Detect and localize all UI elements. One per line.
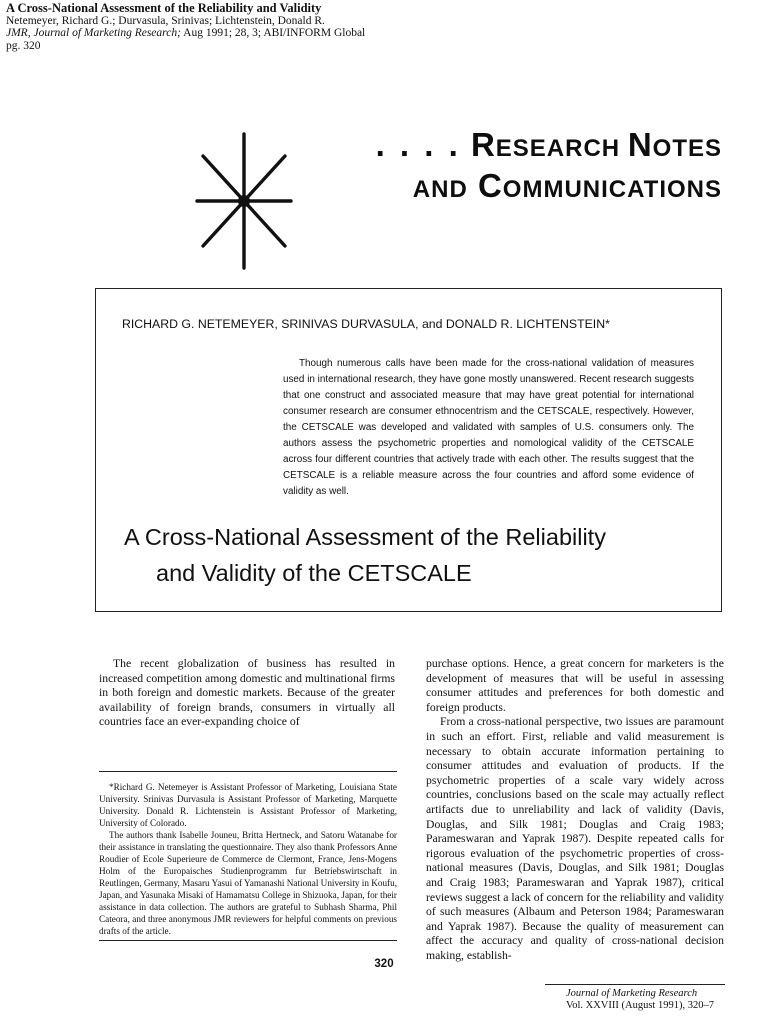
header-and: AND <box>412 176 468 203</box>
citation-journal: JMR, Journal of Marketing Research; <box>6 27 181 39</box>
citation-title: A Cross-National Assessment of the Reliability and Validity <box>6 1 322 15</box>
footnote-rule-top <box>99 771 397 772</box>
header-r: R <box>470 126 496 163</box>
article-title-line1: A Cross-National Assessment of the Reliability <box>124 524 606 550</box>
body-column-left <box>99 657 395 730</box>
body-paragraph: The recent globalization of business has resulted in increased competition among domestic and multinational firms in both foreign and domestic markets. Because of the greater availability of foreign brands, consumers in virtually all countries face an ever-expanding choice of <box>99 657 395 729</box>
journal-footer <box>566 988 714 1012</box>
body-paragraph: From a cross-national perspective, two issues are paramount in such an effort. First, reliable and valid measurement is necessary to obtain accurate information pertaining to consumer attitudes and evaluation of products. If the psychometric properties of a scale vary widely across countries, conclusions based on the scale may actually reflect artifacts due to unreliability and lack of validity (Davis, Douglas, and Silk 1981; Douglas and Craig 1983; Parameswaran and Yaprak 1987). Despite repeated calls for rigorous evaluation of the psychometric properties of cross-national measures (Davis, Douglas, and Silk 1981; Douglas and Craig 1983; Parameswaran and Yaprak 1987), critical reviews suggest a lack of concern for the reliability and validity of such measures (Albaum and Peterson 1984; Parameswaran and Yaprak 1987). Because the quality of measurement can affect the accuracy and quality of cross-national decision making, establish- <box>426 715 724 962</box>
citation-authors: Netemeyer, Richard G.; Durvasula, Srinivas; Lichtenstein, Donald R. <box>6 14 325 27</box>
citation-source <box>6 27 365 40</box>
abstract-text: Though numerous calls have been made for the cross-national validation of measures used in international research, they have gone mostly unanswered. Recent research suggests that one construct and associated measure that may have great potential for international consumer research are consumer ethnocentrism and the CETSCALE, respectively. However, the CETSCALE was developed and validated with samples of U.S. consumers only. The authors assess the psychometric properties and nomological validity of the CETSCALE across four different countries that actively trade with each other. The results suggest that the CETSCALE is a reliable measure across the four countries and afford some evidence of validity as well. <box>283 358 694 497</box>
journal-volume: Vol. XXVIII (August 1991), 320–7 <box>566 1000 714 1011</box>
citation-header <box>6 2 365 52</box>
header-c: C <box>477 167 503 204</box>
section-header-line2 <box>413 166 722 210</box>
footnote-author-note: *Richard G. Netemeyer is Assistant Professor of Marketing, Louisiana State University. Srinivas Durvasula is Assistant Professor of Marketing, Marquette University. Donald R. Lichtenstein is Assistant Professor of Marketing, University of Colorado. <box>99 782 397 828</box>
header-esearch: ESEARCH <box>495 135 628 162</box>
article-authors: RICHARD G. NETEMEYER, SRINIVAS DURVASULA, and DONALD R. LICHTENSTEIN* <box>122 317 610 331</box>
footnote-rule-bottom <box>99 940 397 941</box>
body-column-right <box>426 657 724 963</box>
article-abstract <box>283 356 694 500</box>
page-number: 320 <box>374 958 394 970</box>
body-paragraph: purchase options. Hence, a great concern for marketers is the development of measures that will be useful in assessing consumer attitudes and preferences for both domestic and foreign products. <box>426 657 724 714</box>
footnote-acknowledgments: The authors thank Isabelle Jouneu, Britta Hertneck, and Satoru Watanabe for their assistance in translating the questionnaire. They also thank Professors Anne Roudier of Ecole Superieure de Commerce de Clermont, France, Jens-Mogens Holm of the Europaisches Studienprogramm fur Betriebswirtschaft in Reutlingen, Germany, Masaru Yasui of Yamanashi National University in Koufu, Japan, and Yasunaka Misaki of Hamamatsu College in Shizuoka, Japan, for their assistance in data collection. The authors are grateful to Subhash Sharma, Phil Cateora, and three anonymous JMR reviewers for helpful comments on previous drafts of the article. <box>99 830 397 936</box>
header-ommunications: OMMUNICATIONS <box>502 176 722 203</box>
journal-footer-rule <box>545 984 725 985</box>
footnote <box>99 781 397 937</box>
header-n: N <box>627 126 653 163</box>
section-header-line1 <box>376 125 722 169</box>
article-title-line2: and Validity of the CETSCALE <box>156 560 472 586</box>
header-dots: . . . . <box>375 126 461 163</box>
citation-issue: Aug 1991; 28, 3; ABI/INFORM Global <box>180 27 366 39</box>
article-title <box>124 519 606 591</box>
citation-page: pg. 320 <box>6 39 41 52</box>
journal-name: Journal of Marketing Research <box>566 988 698 999</box>
header-otes: OTES <box>652 135 722 162</box>
asterisk-star-icon <box>193 130 295 272</box>
